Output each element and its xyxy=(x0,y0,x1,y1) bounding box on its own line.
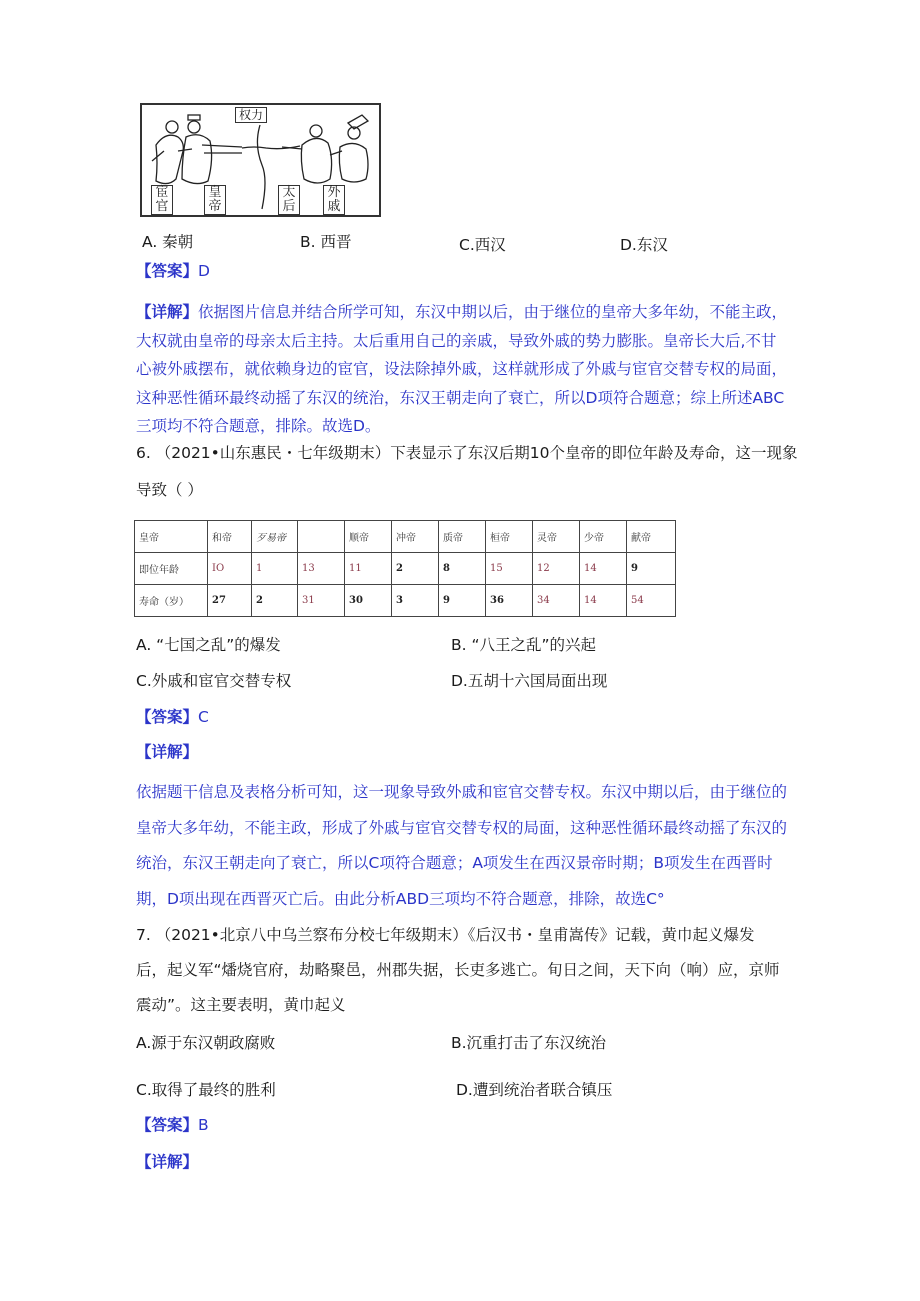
table-row-header xyxy=(135,521,676,553)
q5-option-c: C.西汉 xyxy=(459,236,506,254)
q6-answer-label: 【答案】 xyxy=(136,708,199,726)
q6-detail-line-3: 统治，东汉王朝走向了衰亡，所以C项符合题意；A项发生在西汉景帝时期；B项发生在西晋时 xyxy=(136,854,773,872)
table-cell: 歹易帝 xyxy=(252,521,298,553)
q7-option-b: B.沉重打击了东汉统治 xyxy=(451,1034,607,1052)
q6-option-a: A. “七国之乱”的爆发 xyxy=(136,636,281,654)
q6-answer xyxy=(136,705,209,727)
q7-stem-line-1: 7. （2021•北京八中乌兰察布分校七年级期末）《后汉书・皇甫嵩传》记载，黄巾起义爆发 xyxy=(136,926,755,944)
table-cell: 灵帝 xyxy=(533,521,580,553)
table-cell: IO xyxy=(208,553,252,585)
q7-detail-label: 【详解】 xyxy=(136,1153,199,1171)
table-cell: 寿命（岁） xyxy=(135,585,208,617)
table-cell: 2 xyxy=(252,585,298,617)
table-cell: 15 xyxy=(486,553,533,585)
q5-detail-label: 【详解】 xyxy=(136,303,199,321)
q5-detail-line-5: 三项均不符合题意，排除。故选D。 xyxy=(136,417,381,435)
q6-option-c: C.外戚和宦官交替专权 xyxy=(136,672,292,690)
table-cell xyxy=(298,521,345,553)
q7-option-d: D.遭到统治者联合镇压 xyxy=(456,1081,613,1099)
table-cell: 和帝 xyxy=(208,521,252,553)
q5-detail-line-3: 心被外戚摆布，就依赖身边的宦官，设法除掉外戚，这样就形成了外戚与宦官交替专权的局面， xyxy=(136,360,788,378)
q7-stem-line-2: 后，起义军“燔烧官府，劫略聚邑，州郡失据，长吏多逃亡。旬日之间，天下向（响）应，京师 xyxy=(136,961,780,979)
tag-eunuch: 宦官 xyxy=(151,185,173,215)
table-cell: 9 xyxy=(439,585,486,617)
table-cell: 14 xyxy=(580,585,627,617)
table-cell: 36 xyxy=(486,585,533,617)
table-cell: 8 xyxy=(439,553,486,585)
table-cell: 质帝 xyxy=(439,521,486,553)
table-cell: 3 xyxy=(392,585,439,617)
table-cell: 30 xyxy=(345,585,392,617)
q5-detail xyxy=(136,298,796,441)
table-cell: 9 xyxy=(627,553,676,585)
table-cell: 31 xyxy=(298,585,345,617)
table-cell: 皇帝 xyxy=(135,521,208,553)
table-row-age xyxy=(135,553,676,585)
power-struggle-illustration xyxy=(140,103,381,217)
table-cell: 即位年龄 xyxy=(135,553,208,585)
q6-detail xyxy=(136,775,796,917)
q7-answer xyxy=(136,1113,209,1135)
tag-emperor: 皇帝 xyxy=(204,185,226,215)
q5-answer-label: 【答案】 xyxy=(136,262,199,280)
q7-answer-value: B xyxy=(198,1116,209,1134)
table-cell: 13 xyxy=(298,553,345,585)
table-cell: 顺帝 xyxy=(345,521,392,553)
q5-detail-line-2: 大权就由皇帝的母亲太后主持。太后重用自己的亲戚，导致外戚的势力膨胀。皇帝长大后,不甘 xyxy=(136,331,777,350)
table-cell: 桓帝 xyxy=(486,521,533,553)
tag-consort-kin: 外戚 xyxy=(323,185,345,215)
table-cell: 12 xyxy=(533,553,580,585)
q7-stem-line-3: 震动”。这主要表明，黄巾起义 xyxy=(136,996,346,1014)
table-cell: 14 xyxy=(580,553,627,585)
q7-option-c: C.取得了最终的胜利 xyxy=(136,1081,276,1099)
q6-detail-line-4: 期，D项出现在西晋灭亡后。由此分析ABD三项均不符合题意，排除，故选C° xyxy=(136,889,665,908)
q5-option-a: A. 秦朝 xyxy=(142,233,194,251)
q5-answer xyxy=(136,259,210,281)
table-cell: 冲帝 xyxy=(392,521,439,553)
q6-stem-line-2: 导致（ ） xyxy=(136,481,203,499)
table-cell: 34 xyxy=(533,585,580,617)
table-cell: 27 xyxy=(208,585,252,617)
q6-detail-line-1: 依据题干信息及表格分析可知，这一现象导致外戚和宦官交替专权。东汉中期以后，由于继位的 xyxy=(136,783,788,801)
table-cell: 2 xyxy=(392,553,439,585)
q5-option-b: B. 西晋 xyxy=(300,233,352,251)
table-cell: 1 xyxy=(252,553,298,585)
q6-detail-line-2: 皇帝大多年幼，不能主政，形成了外戚与宦官交替专权的局面，这种恶性循环最终动摇了东汉的 xyxy=(136,818,788,837)
table-cell: 54 xyxy=(627,585,676,617)
table-cell: 少帝 xyxy=(580,521,627,553)
q6-option-d: D.五胡十六国局面出现 xyxy=(451,672,608,690)
q6-answer-value: C xyxy=(198,708,209,726)
q6-detail-label: 【详解】 xyxy=(136,743,199,761)
q7-option-a: A.源于东汉朝政腐败 xyxy=(136,1034,276,1052)
q5-detail-line-1: 依据图片信息并结合所学可知，东汉中期以后，由于继位的皇帝大多年幼，不能主政， xyxy=(198,303,788,321)
table-cell: 11 xyxy=(345,553,392,585)
q5-option-d: D.东汉 xyxy=(620,236,668,254)
q6-stem-line-1: 6. （2021•山东惠民・七年级期末）下表显示了东汉后期10个皇帝的即位年龄及寿命，这一现象 xyxy=(136,444,798,462)
q5-detail-line-4: 这种恶性循环最终动摇了东汉的统治，东汉王朝走向了衰亡，所以D项符合题意；综上所述ABC xyxy=(136,388,785,407)
emperor-age-table xyxy=(134,520,676,617)
table-row-lifespan xyxy=(135,585,676,617)
q6-option-b: B. “八王之乱”的兴起 xyxy=(451,636,597,654)
table-cell: 献帝 xyxy=(627,521,676,553)
tag-empress-dowager: 太后 xyxy=(278,185,300,215)
q7-answer-label: 【答案】 xyxy=(136,1116,199,1134)
q5-answer-value: D xyxy=(198,262,210,280)
power-label: 权力 xyxy=(235,107,267,123)
